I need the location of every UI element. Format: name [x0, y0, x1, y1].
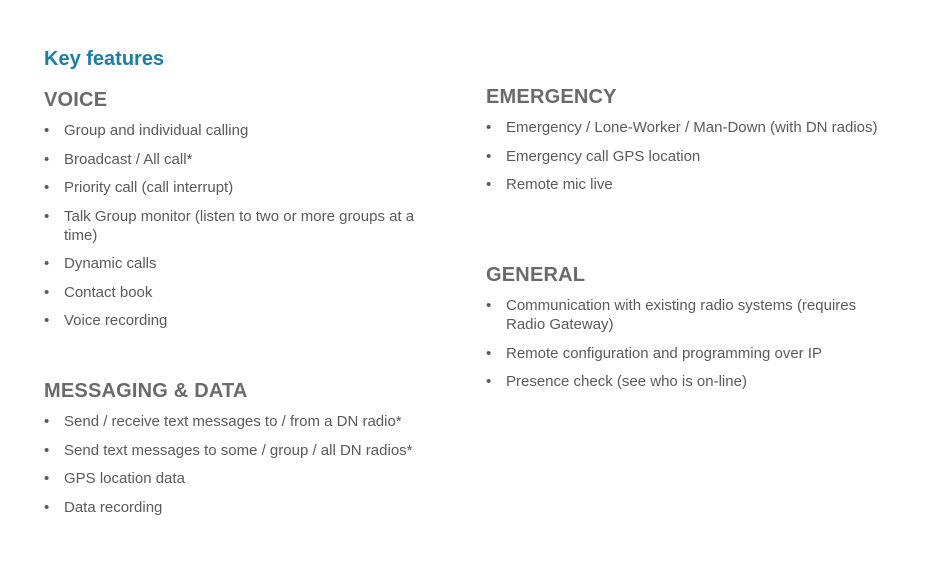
list-item-text: GPS location data [64, 470, 185, 487]
bullet-icon: • [486, 147, 492, 165]
list-item [44, 178, 444, 197]
bullet-icon: • [486, 176, 492, 193]
voice-section [44, 89, 444, 340]
emergency-section [486, 86, 886, 204]
messaging-heading: MESSAGING & DATA [44, 380, 248, 402]
list-item-text: Dynamic calls [64, 255, 157, 272]
emergency-list [486, 118, 886, 194]
list-item [44, 412, 444, 431]
bullet-icon: • [44, 150, 50, 168]
list-item-text: Priority call (call interrupt) [64, 179, 234, 196]
list-item [486, 344, 886, 363]
list-item [44, 469, 444, 488]
voice-list [44, 121, 444, 330]
list-item [44, 311, 444, 330]
messaging-list [44, 412, 444, 517]
bullet-icon: • [44, 283, 50, 301]
general-heading: GENERAL [486, 264, 586, 286]
list-item-text: Emergency call GPS location [506, 147, 701, 165]
emergency-heading: EMERGENCY [486, 86, 617, 108]
list-item [44, 441, 444, 460]
list-item-text: Remote configuration and programming over IP [506, 344, 822, 362]
bullet-icon: • [44, 122, 50, 139]
bullet-icon: • [44, 413, 50, 430]
bullet-icon: • [486, 119, 492, 136]
list-item [44, 283, 444, 302]
list-item-text: Broadcast / All call* [64, 150, 193, 168]
list-item [486, 118, 886, 137]
list-item [44, 121, 444, 140]
list-item-text: Emergency / Lone-Worker / Man-Down (with DN radios) [506, 119, 878, 136]
list-item-text: Communication with existing radio systems (requires Radio Gateway) [506, 297, 857, 333]
list-item [44, 207, 444, 245]
list-item-text: Data recording [64, 498, 163, 516]
bullet-icon: • [44, 470, 50, 487]
bullet-icon: • [44, 179, 50, 196]
bullet-icon: • [486, 297, 492, 314]
list-item [486, 147, 886, 166]
bullet-icon: • [44, 255, 50, 272]
list-item [486, 372, 886, 391]
list-item [486, 296, 886, 334]
list-item-text: Contact book [64, 283, 153, 301]
list-item [44, 254, 444, 273]
list-item-text: Send / receive text messages to / from a DN radio* [64, 413, 402, 430]
bullet-icon: • [486, 344, 492, 362]
general-section [486, 264, 886, 401]
voice-heading: VOICE [44, 89, 108, 111]
list-item-text: Voice recording [64, 312, 168, 329]
list-item [44, 150, 444, 169]
general-list [486, 296, 886, 391]
bullet-icon: • [44, 207, 50, 225]
page-title: Key features [44, 48, 165, 70]
list-item-text: Send text messages to some / group / all DN radios* [64, 441, 413, 459]
bullet-icon: • [44, 312, 50, 329]
bullet-icon: • [44, 498, 50, 516]
list-item-text: Presence check (see who is on-line) [506, 373, 747, 390]
list-item [486, 175, 886, 194]
list-item-text: Group and individual calling [64, 122, 249, 139]
bullet-icon: • [486, 373, 492, 390]
bullet-icon: • [44, 441, 50, 459]
list-item-text: Talk Group monitor (listen to two or more groups at a time) [64, 207, 415, 244]
list-item-text: Remote mic live [506, 176, 613, 193]
list-item [44, 498, 444, 517]
messaging-section [44, 380, 444, 526]
